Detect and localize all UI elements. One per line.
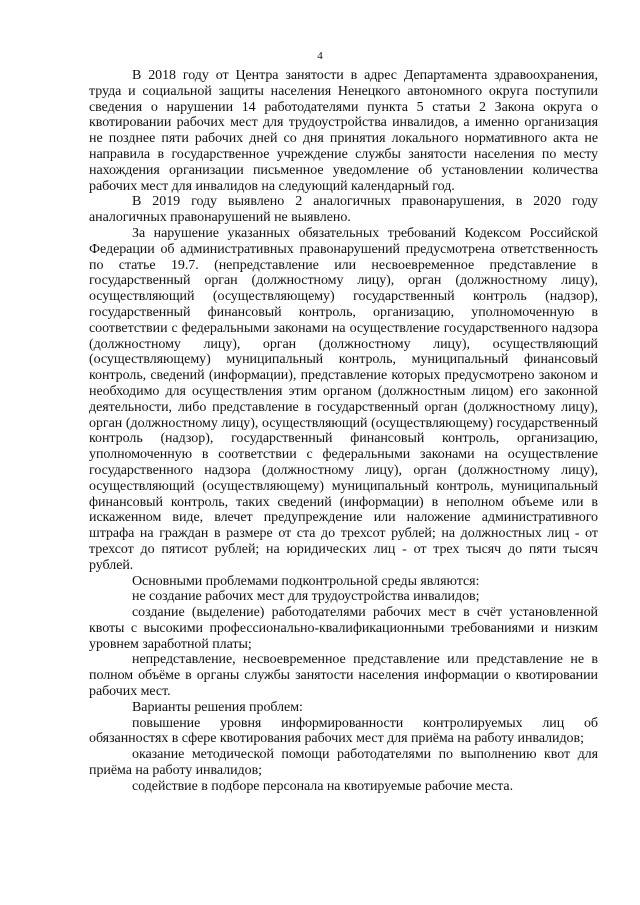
paragraph: непредставление, несвоевременное представление или представление не в полном объёме в органы службы занятости населения информации о квотировании рабочих мест. xyxy=(89,652,598,700)
document-body xyxy=(89,68,598,795)
paragraph: не создание рабочих мест для трудоустройства инвалидов; xyxy=(132,589,480,605)
paragraph: содействие в подборе персонала на квотируемые рабочие места. xyxy=(132,778,514,794)
paragraph: создание (выделение) работодателями рабочих мест в счёт установленной квоты с высокими профессионально-квалификационными требованиями и низким уровнем заработной платы; xyxy=(89,605,598,652)
paragraph: В 2019 году выявлено 2 аналогичных правонарушения, в 2020 году аналогичных правонарушений не выявлено. xyxy=(89,194,598,226)
paragraph: оказание методической помощи работодателями по выполнению квот для приёма на работу инвалидов; xyxy=(89,747,598,779)
page-number: 4 xyxy=(317,50,323,62)
paragraph: Варианты решения проблем: xyxy=(132,699,303,715)
paragraph: За нарушение указанных обязательных требований Кодексом Российской Федерации об административных правонарушений предусмотрена ответственность по статье 19.7. (непредставление или несвоевременное представление в государственный орган (должностному лицу), орган (должностному лицу), осуществляющий (осуществляющему) государственный контроль (надзор), государственный финансовый контроль, организацию, уполномоченную в соответствии с федеральными законами на осуществление государственного надзора (должностному лицу), орган (должностному лицу), осуществляющий (осуществляющему) муниципальный контроль, муниципальный финансовый контроль, сведений (информации), представление которых предусмотрено законом и необходимо для осуществления этим органом (должностным лицом) его законной деятельности, либо представление в государственный орган (должностному лицу), орган (должностному лицу), осуществляющий (осуществляющему) государственный контроль (надзор), государственный финансовый контроль, организацию, уполномоченную в соответствии с федеральными законами на осуществление государственного надзора (должностному лицу), орган (должностному лицу), осуществляющий (осуществляющему) муниципальный контроль, муниципальный финансовый контроль, таких сведений (информации) в неполном объеме или в искаженном виде, влечет предупреждение или наложение административного штрафа на граждан в размере от ста до трехсот рублей; на должностных лиц - от трехсот до пятисот рублей; на юридических лиц - от трех тысяч до пяти тысяч рублей. xyxy=(89,225,598,573)
paragraph: В 2018 году от Центра занятости в адрес Департамента здравоохранения, труда и социальной защиты населения Ненецкого автономного округа поступили сведения о нарушении 14 работодателями пункта 5 статьи 2 Закона округа о квотировании рабочих мест для трудоустройства инвалидов, а именно организация не позднее пяти рабочих дней со дня принятия локального нормативного акта не направила в государственное учреждение службы занятости населения по месту нахождения организации письменное уведомление об установлении количества рабочих мест для инвалидов на следующий календарный год. xyxy=(89,68,598,194)
paragraph: повышение уровня информированности контролируемых лиц об обязанностях в сфере квотирования рабочих мест для приёма на работу инвалидов; xyxy=(89,715,598,747)
paragraph: Основными проблемами подконтрольной среды являются: xyxy=(132,573,480,589)
